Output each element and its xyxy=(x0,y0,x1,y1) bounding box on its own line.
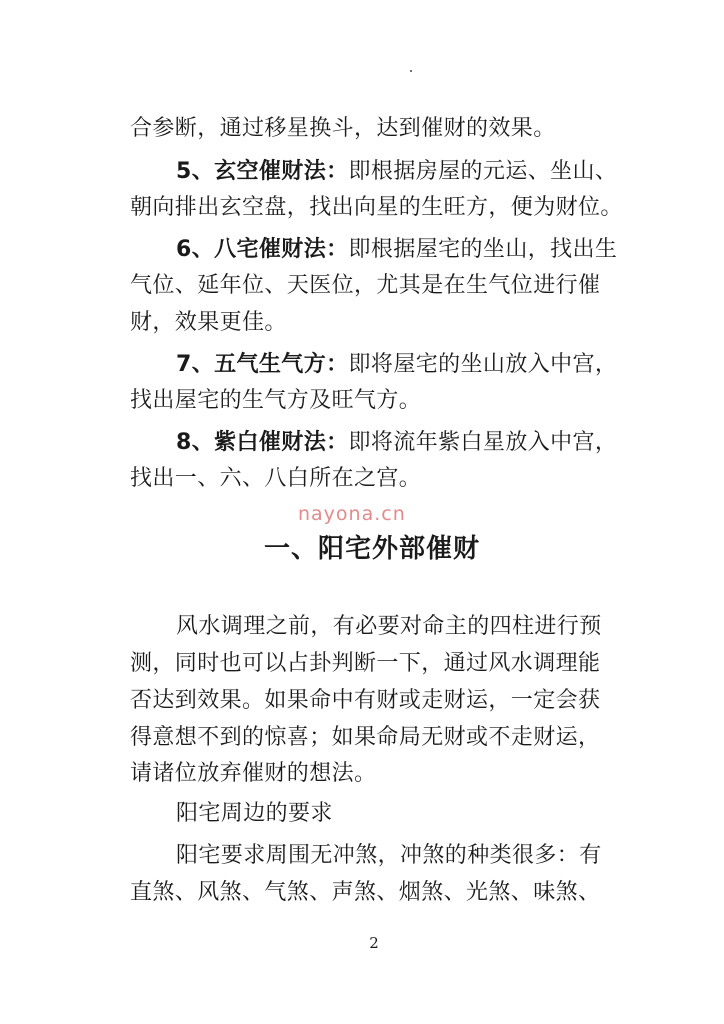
page-number: 2 xyxy=(369,934,379,952)
paragraph-line: 测，同时也可以占卦判断一下，通过风水调理能 xyxy=(130,651,601,676)
text-line: 合参断，通过移星换斗，达到催财的效果。 xyxy=(130,116,556,141)
subheading: 阳宅周边的要求 xyxy=(176,801,333,826)
paragraph-line: 直煞、风煞、气煞、声煞、烟煞、光煞、味煞、 xyxy=(130,880,601,905)
paragraph-line: 阳宅要求周围无冲煞，冲煞的种类很多：有 xyxy=(176,843,602,868)
section-heading: 一、阳宅外部催财 xyxy=(263,534,480,564)
item-text: 即根据屋宅的坐山，找出生 xyxy=(348,237,618,262)
item-text: 即根据房屋的元运、坐山、 xyxy=(348,159,618,184)
list-item-5 xyxy=(176,157,686,187)
paragraph-line: 得意想不到的惊喜；如果命局无财或不走财运， xyxy=(130,725,601,750)
list-item-8 xyxy=(176,428,686,458)
text-line: 气位、延年位、天医位，尤其是在生气位进行催 xyxy=(130,273,601,298)
list-item-6 xyxy=(176,235,686,265)
paragraph-line: 否达到效果。如果命中有财或走财运，一定会获 xyxy=(130,688,601,713)
paragraph-line: 风水调理之前，有必要对命主的四柱进行预 xyxy=(176,614,602,639)
item-heading: 7、五气生气方： xyxy=(176,352,349,377)
text-line: 朝向排出玄空盘，找出向星的生旺方，便为财位。 xyxy=(130,195,623,220)
watermark: nayona.cn xyxy=(298,503,406,525)
text-line: 找出一、六、八白所在之宫。 xyxy=(130,466,422,491)
list-item-7 xyxy=(176,350,686,380)
paragraph-line: 请诸位放弃催财的想法。 xyxy=(130,761,377,786)
item-heading: 6、八宅催财法： xyxy=(176,237,349,262)
item-heading: 5、玄空催财法： xyxy=(176,159,349,184)
scan-speck xyxy=(410,70,412,72)
item-text: 即将屋宅的坐山放入中宫， xyxy=(348,352,618,377)
text-line: 找出屋宅的生气方及旺气方。 xyxy=(130,388,422,413)
item-heading: 8、紫白催财法： xyxy=(176,430,349,455)
item-text: 即将流年紫白星放入中宫， xyxy=(348,430,618,455)
text-line: 财，效果更佳。 xyxy=(130,310,287,335)
